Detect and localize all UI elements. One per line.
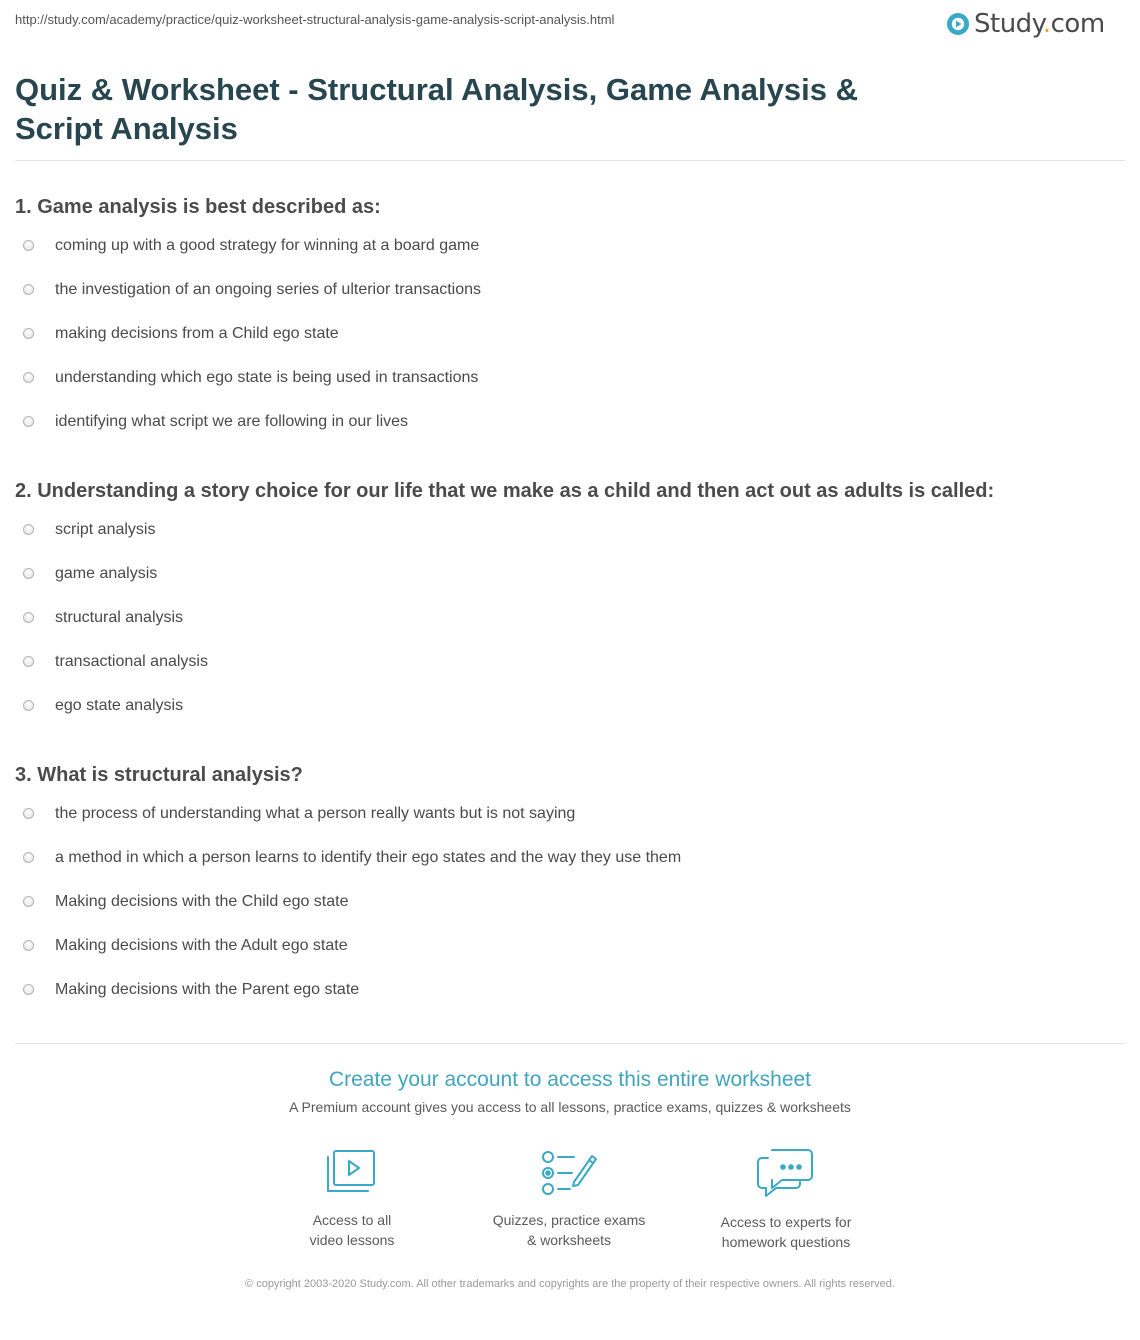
divider xyxy=(15,1043,1125,1044)
answer-option[interactable] xyxy=(15,368,1125,412)
question-1 xyxy=(15,194,1125,456)
answer-option[interactable] xyxy=(15,804,1125,848)
cta-title-link[interactable]: Create your account to access this entire worksheet xyxy=(328,1068,812,1091)
radio-button[interactable] xyxy=(23,240,34,251)
answer-label[interactable]: script analysis xyxy=(55,521,156,538)
chat-bubbles-icon xyxy=(754,1148,818,1200)
play-circle-icon xyxy=(946,12,970,36)
radio-button[interactable] xyxy=(23,700,34,711)
answer-option[interactable] xyxy=(15,936,1125,980)
feature-quizzes xyxy=(479,1148,659,1250)
radio-button[interactable] xyxy=(23,372,34,383)
question-text: 2. Understanding a story choice for our life that we make as a child and then act out as adults is called: xyxy=(15,480,995,502)
radio-button[interactable] xyxy=(23,612,34,623)
radio-button[interactable] xyxy=(23,852,34,863)
feature-label: Access to all video lessons xyxy=(309,1212,395,1248)
cta-subtitle: A Premium account gives you access to all lessons, practice exams, quizzes & worksheets xyxy=(289,1099,851,1115)
answer-label[interactable]: structural analysis xyxy=(55,609,184,626)
signup-prompt xyxy=(0,1068,1140,1116)
video-lesson-icon xyxy=(325,1148,379,1198)
question-text: 3. What is structural analysis? xyxy=(15,764,303,786)
answer-label[interactable]: coming up with a good strategy for winning at a board game xyxy=(55,237,480,254)
page-title: Quiz & Worksheet - Structural Analysis, Game Analysis & Script Analysis xyxy=(15,72,858,146)
answer-label[interactable]: identifying what script we are following in our lives xyxy=(55,413,409,430)
radio-button[interactable] xyxy=(23,808,34,819)
answer-option[interactable] xyxy=(15,848,1125,892)
radio-button[interactable] xyxy=(23,284,34,295)
answer-option[interactable] xyxy=(15,652,1125,696)
answer-options xyxy=(15,236,1125,456)
answer-option[interactable] xyxy=(15,980,1125,1024)
study-logo[interactable] xyxy=(946,8,1105,40)
answer-label[interactable]: Making decisions with the Child ego state xyxy=(55,893,349,910)
divider xyxy=(15,160,1125,161)
answer-label[interactable]: Making decisions with the Parent ego state xyxy=(55,981,360,998)
answer-option[interactable] xyxy=(15,892,1125,936)
answer-option[interactable] xyxy=(15,608,1125,652)
answer-options xyxy=(15,804,1125,1024)
answer-label[interactable]: making decisions from a Child ego state xyxy=(55,325,339,342)
feature-video-lessons xyxy=(262,1148,442,1250)
top-bar xyxy=(0,0,1140,44)
radio-button[interactable] xyxy=(23,896,34,907)
radio-button[interactable] xyxy=(23,568,34,579)
answer-label[interactable]: the process of understanding what a person really wants but is not saying xyxy=(55,805,576,822)
answer-option[interactable] xyxy=(15,236,1125,280)
answer-option[interactable] xyxy=(15,564,1125,608)
question-3 xyxy=(15,762,1125,1024)
question-text: 1. Game analysis is best described as: xyxy=(15,196,381,218)
answer-option[interactable] xyxy=(15,412,1125,456)
radio-button[interactable] xyxy=(23,524,34,535)
answer-label[interactable]: transactional analysis xyxy=(55,653,208,670)
radio-button[interactable] xyxy=(23,984,34,995)
answer-label[interactable]: understanding which ego state is being used in transactions xyxy=(55,369,479,386)
answer-label[interactable]: ego state analysis xyxy=(55,697,184,714)
radio-button[interactable] xyxy=(23,328,34,339)
answer-option[interactable] xyxy=(15,696,1125,740)
answer-option[interactable] xyxy=(15,520,1125,564)
brand-wordmark: Study.com xyxy=(974,9,1105,39)
feature-experts xyxy=(696,1148,876,1252)
feature-label: Access to experts for homework questions xyxy=(720,1214,852,1250)
copyright-notice: © copyright 2003-2020 Study.com. All other trademarks and copyrights are the property of their respective owners. All rights reserved. xyxy=(245,1278,895,1290)
answer-label[interactable]: game analysis xyxy=(55,565,158,582)
page-url: http://study.com/academy/practice/quiz-worksheet-structural-analysis-game-analysis-script-analysis.html xyxy=(15,12,615,27)
answer-options xyxy=(15,520,1125,740)
quiz-checklist-icon xyxy=(540,1148,598,1198)
radio-button[interactable] xyxy=(23,656,34,667)
radio-button[interactable] xyxy=(23,940,34,951)
answer-label[interactable]: Making decisions with the Adult ego state xyxy=(55,937,348,954)
question-2 xyxy=(15,478,1125,740)
answer-label[interactable]: the investigation of an ongoing series of ulterior transactions xyxy=(55,281,482,298)
answer-option[interactable] xyxy=(15,324,1125,368)
feature-label: Quizzes, practice exams & worksheets xyxy=(492,1212,646,1248)
radio-button[interactable] xyxy=(23,416,34,427)
answer-option[interactable] xyxy=(15,280,1125,324)
answer-label[interactable]: a method in which a person learns to identify their ego states and the way they use them xyxy=(55,849,682,866)
